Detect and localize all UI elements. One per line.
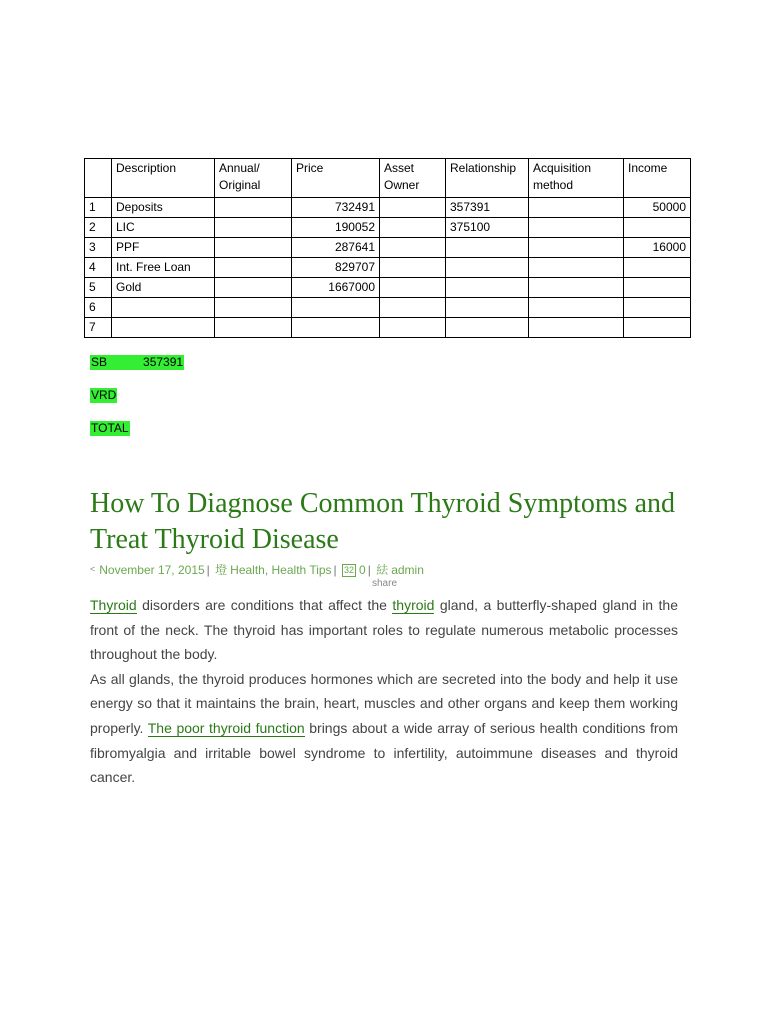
table-cell: 4 — [85, 258, 112, 278]
table-cell — [215, 218, 292, 238]
table-cell — [624, 298, 691, 318]
table-cell: 375100 — [446, 218, 529, 238]
table-cell: 6 — [85, 298, 112, 318]
table-cell: 3 — [85, 238, 112, 258]
sb-label: SB — [91, 355, 108, 369]
table-cell — [380, 218, 446, 238]
table-cell — [112, 298, 215, 318]
table-cell: 732491 — [292, 198, 380, 218]
paragraph-2 — [90, 667, 678, 790]
header-cell-description: Description — [112, 159, 215, 198]
table-cell — [380, 258, 446, 278]
post-comments[interactable]: 0 — [359, 563, 366, 577]
table-cell — [446, 238, 529, 258]
header-cell-annual-original: Annual/ Original — [215, 159, 292, 198]
table-cell — [215, 278, 292, 298]
table-cell — [624, 218, 691, 238]
table-cell — [446, 278, 529, 298]
header-cell-index — [85, 159, 112, 198]
table-cell — [380, 238, 446, 258]
table-cell — [380, 278, 446, 298]
meta-separator: | — [367, 563, 371, 577]
table-cell: LIC — [112, 218, 215, 238]
header-cell-income: Income — [624, 159, 691, 198]
table-cell — [529, 278, 624, 298]
table-cell — [446, 318, 529, 338]
table-cell: 2 — [85, 218, 112, 238]
table-header-row — [85, 159, 691, 198]
article-title: How To Diagnose Common Thyroid Symptoms and Treat Thyroid Disease — [90, 488, 676, 555]
share-link[interactable]: share — [372, 578, 398, 589]
table-cell: 50000 — [624, 198, 691, 218]
meta-separator: | — [206, 563, 210, 577]
paragraph-text: As all glands, the thyroid produces hormones which are secreted into the body and help it use energy so that it maintains the brain, heart, muscles and other organs and keep them working properly. — [90, 670, 678, 736]
meta-separator: | — [333, 563, 337, 577]
article-body — [90, 593, 678, 790]
table-row — [85, 238, 691, 258]
table-cell — [215, 318, 292, 338]
highlight-sb — [90, 355, 184, 370]
table-cell — [529, 218, 624, 238]
header-cell-relationship: Relationship — [446, 159, 529, 198]
table-row — [85, 198, 691, 218]
table-cell — [380, 318, 446, 338]
table-row — [85, 318, 691, 338]
table-cell — [529, 238, 624, 258]
table-cell — [529, 258, 624, 278]
table-row — [85, 298, 691, 318]
comment-icon: 32 — [344, 565, 355, 575]
table-cell — [215, 198, 292, 218]
post-author[interactable]: admin — [391, 563, 424, 577]
thyroid-gland-link[interactable]: thyroid — [392, 597, 435, 613]
table-cell: Deposits — [112, 198, 215, 218]
table-cell — [529, 198, 624, 218]
table-cell: 7 — [85, 318, 112, 338]
table-cell: 1 — [85, 198, 112, 218]
table-cell — [446, 298, 529, 318]
table-cell — [215, 238, 292, 258]
paragraph-text: disorders are conditions that affect the — [136, 597, 393, 613]
sb-value: 357391 — [143, 355, 184, 369]
table-cell: 190052 — [292, 218, 380, 238]
post-categories[interactable]: Health, Health Tips — [230, 563, 332, 577]
thyroid-link[interactable]: Thyroid — [90, 597, 137, 613]
table-cell: Int. Free Loan — [112, 258, 215, 278]
table-cell: Gold — [112, 278, 215, 298]
table-cell — [380, 198, 446, 218]
post-date[interactable]: November 17, 2015 — [99, 563, 205, 577]
table-cell — [446, 258, 529, 278]
table-row — [85, 278, 691, 298]
author-icon: 紶 — [376, 563, 389, 577]
category-icon: 墱 — [215, 563, 228, 577]
table-cell — [624, 318, 691, 338]
table-cell — [215, 258, 292, 278]
table-cell — [380, 298, 446, 318]
table-cell: PPF — [112, 238, 215, 258]
table-cell — [529, 298, 624, 318]
table-cell — [112, 318, 215, 338]
table-cell: 829707 — [292, 258, 380, 278]
paragraph-1 — [90, 593, 678, 667]
paragraph-text: gland, a butterfly-shaped gland in the front of the neck. The thyroid has important roles to regulate numerous metabolic processes throughout the body. — [90, 597, 678, 663]
table-cell — [624, 278, 691, 298]
table-cell — [624, 258, 691, 278]
table-row — [85, 218, 691, 238]
table-cell: 357391 — [446, 198, 529, 218]
table-row — [85, 258, 691, 278]
header-cell-asset-owner: Asset Owner — [380, 159, 446, 198]
highlight-total: TOTAL — [91, 421, 129, 435]
highlight-vrd: VRD — [91, 388, 117, 402]
table-cell: 287641 — [292, 238, 380, 258]
paragraph-text: brings about a wide array of serious health conditions from fibromyalgia and irritable bowel syndrome to infertility, autoimmune diseases and thyroid cancer. — [90, 719, 678, 786]
assets-table — [84, 158, 691, 338]
header-cell-price: Price — [292, 159, 380, 198]
table-cell — [292, 318, 380, 338]
table-cell — [215, 298, 292, 318]
table-cell: 1667000 — [292, 278, 380, 298]
post-meta — [90, 561, 424, 578]
table-cell: 16000 — [624, 238, 691, 258]
poor-thyroid-function-link[interactable]: The poor thyroid function — [147, 719, 305, 736]
calendar-icon: ˂ — [90, 564, 96, 574]
assets-table-container — [84, 158, 691, 338]
table-cell: 5 — [85, 278, 112, 298]
table-cell — [292, 298, 380, 318]
table-cell — [529, 318, 624, 338]
header-cell-acquisition-method: Acquisition method — [529, 159, 624, 198]
